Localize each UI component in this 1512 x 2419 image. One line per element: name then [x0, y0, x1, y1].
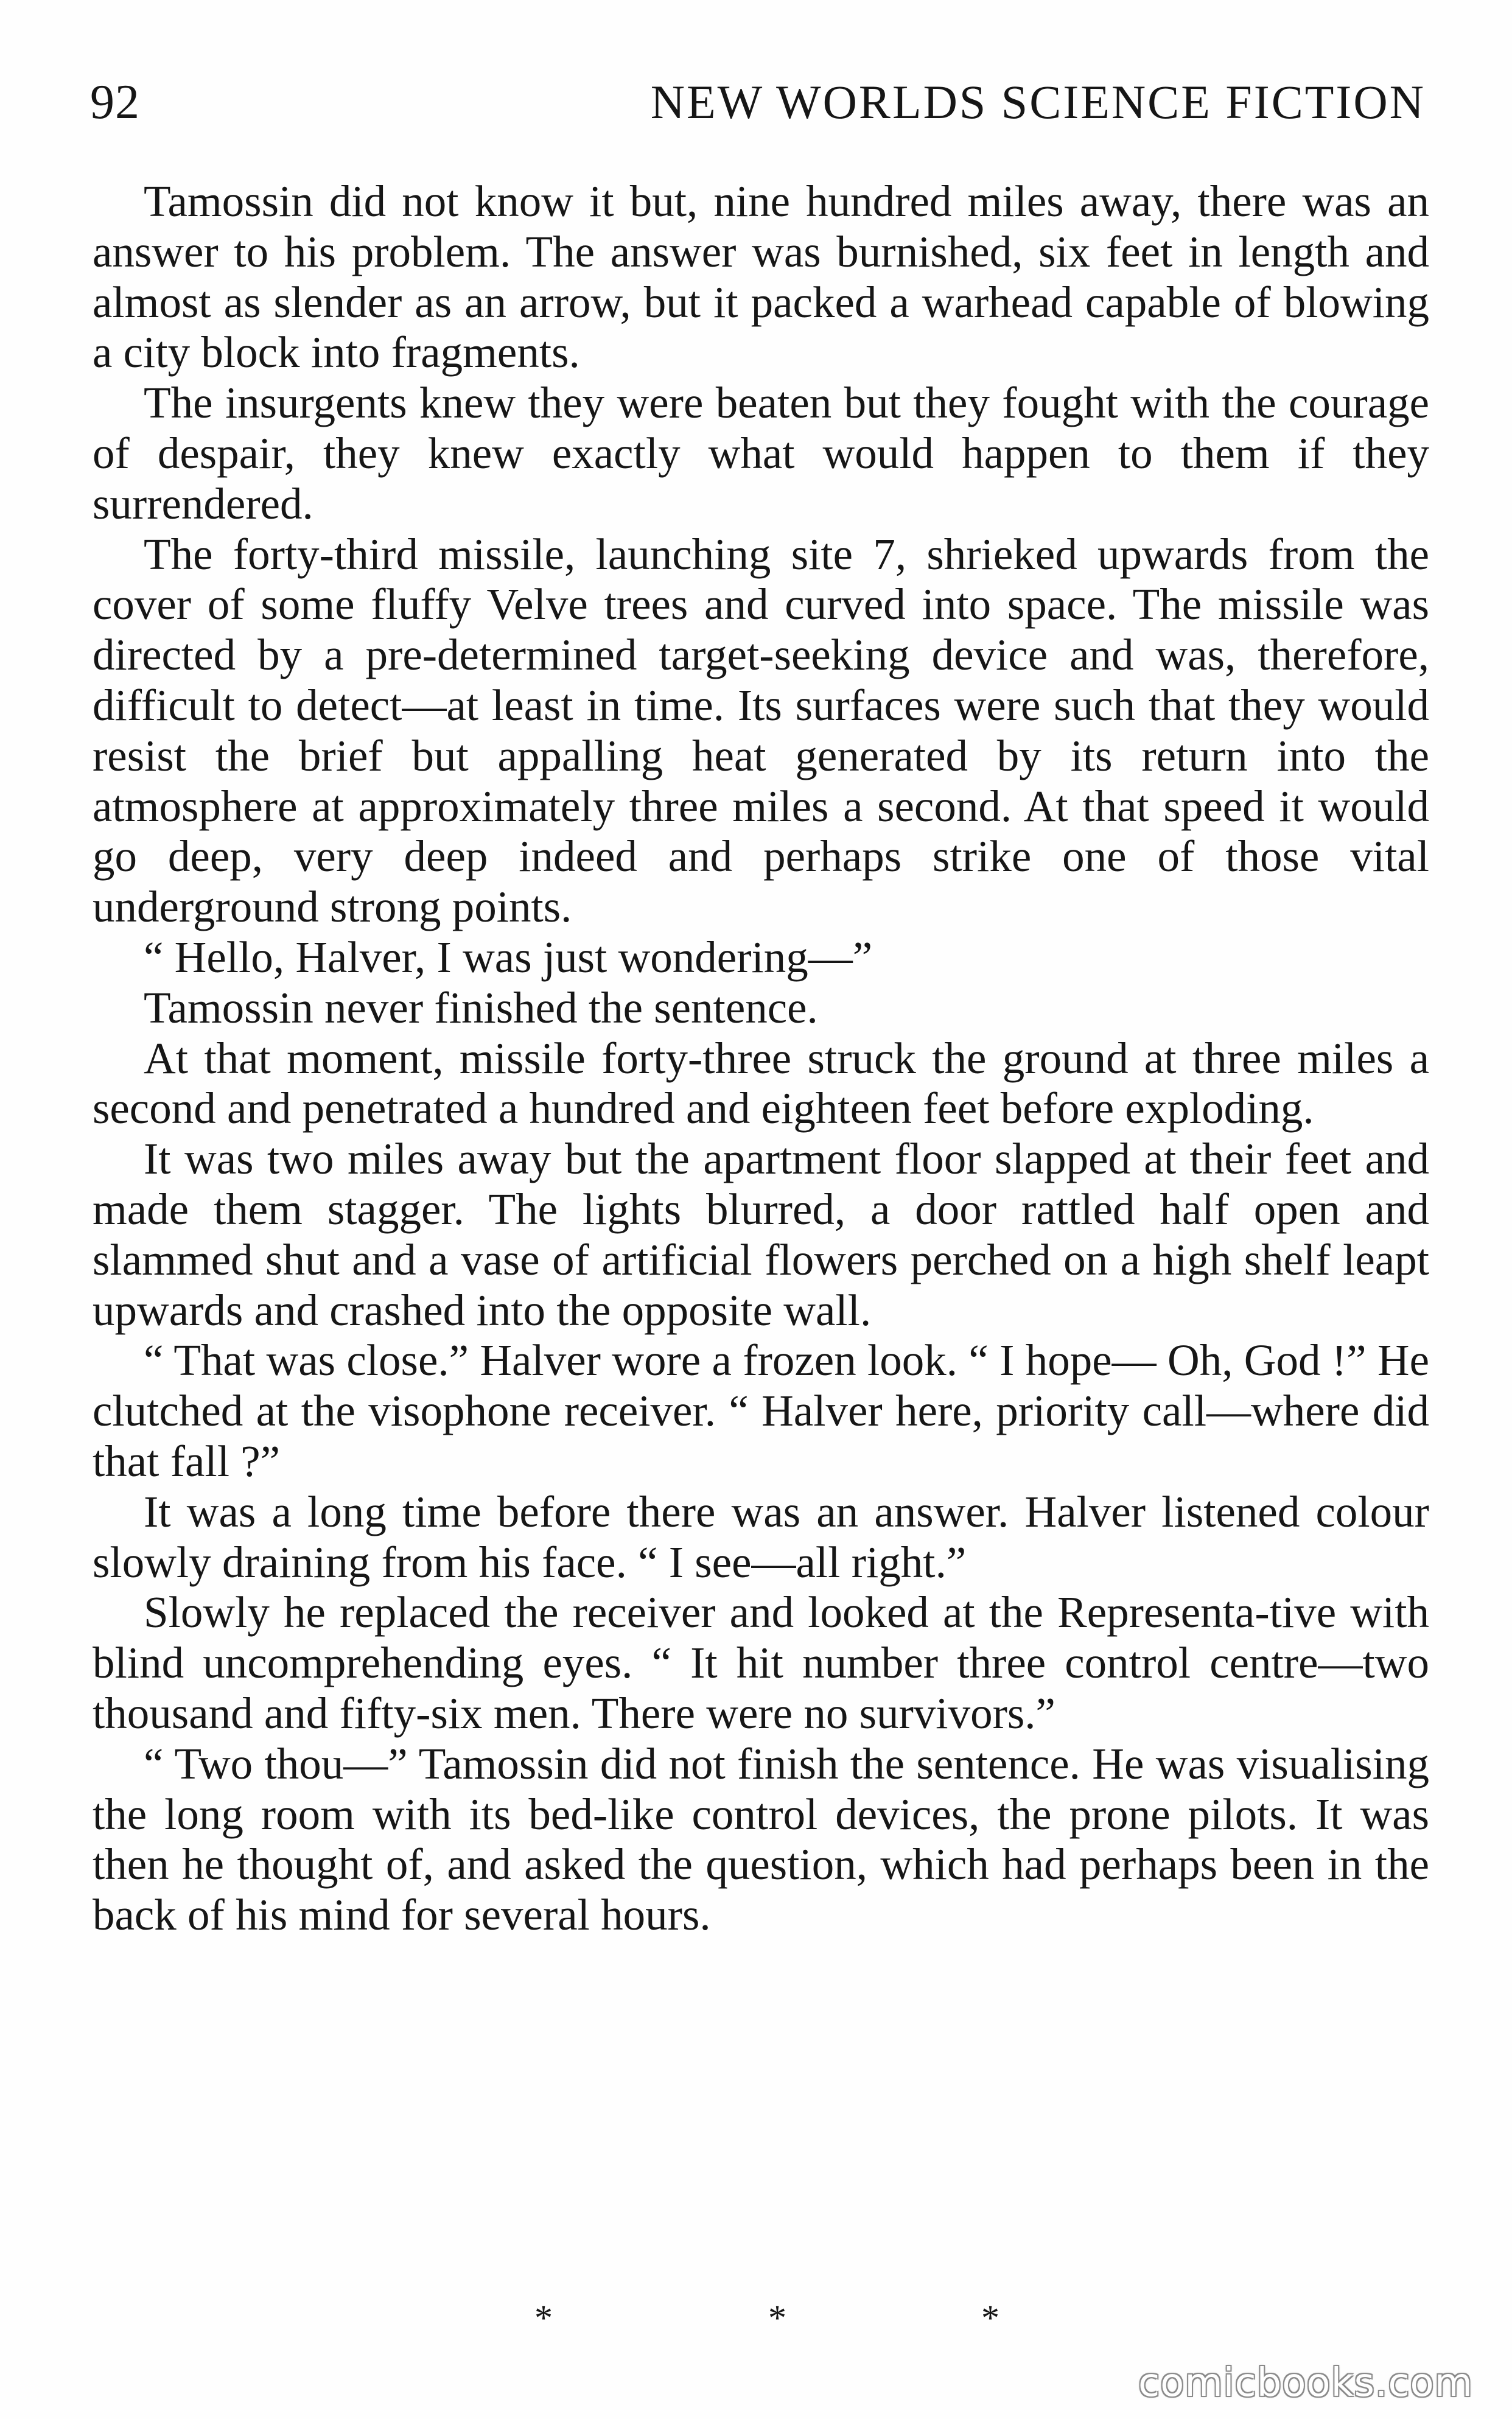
paragraph-3: The forty-third missile, launching site 7, shrieked upwards from the cover of some fluffy Velve trees and curved into space. The missile was directed by a pre-determined target-seeking device and was, therefore, difficult to detect—at least in time. Its surfaces were such that they would resist the brief but appalling heat generated by its return into the atmosphere at approximately three miles a second. At that speed it would go deep, very deep indeed and perhaps strike one of those vital underground strong points. [93, 529, 1429, 932]
paragraph-2: The insurgents knew they were beaten but they fought with the courage of despair, they knew exactly what would happen to them if they surrendered. [93, 378, 1429, 528]
site-watermark: comicbooks.com [1138, 2361, 1473, 2406]
paragraph-10: Slowly he replaced the receiver and looked at the Representa-tive with blind uncomprehending eyes. “ It hit number three control centre—two thousand and fifty-six men. There were no survivors.” [93, 1588, 1429, 1738]
section-break [0, 2300, 1512, 2348]
paragraph-6: At that moment, missile forty-three struck the ground at three miles a second and penetrated a hundred and eighteen feet before exploding. [93, 1033, 1429, 1133]
page-number: 92 [90, 75, 140, 129]
paragraph-4: “ Hello, Halver, I was just wondering—” [144, 932, 873, 982]
running-title: NEW WORLDS SCIENCE FICTION [650, 75, 1426, 128]
paragraph-9: It was a long time before there was an answer. Halver listened colour slowly draining from his face. “ I see—all right.” [93, 1486, 1429, 1587]
paragraph-11: “ Two thou—” Tamossin did not finish the sentence. He was visualising the long room with its bed-like control devices, the prone pilots. It was then he thought of, and asked the question, which had perhaps been in the back of his mind for several hours. [93, 1738, 1429, 1940]
section-break-asterisk: * [768, 2298, 786, 2338]
body-text [93, 177, 1429, 1941]
paragraph-8: “ That was close.” Halver wore a frozen look. “ I hope— Oh, God !” He clutched at the visophone receiver. “ Halver here, priority call—where did that fall ?” [93, 1336, 1429, 1486]
section-break-asterisk: * [981, 2298, 999, 2338]
page-header [90, 72, 1426, 139]
section-break-asterisk: * [534, 2298, 553, 2338]
paragraph-5: Tamossin never finished the sentence. [144, 982, 818, 1032]
paragraph-7: It was two miles away but the apartment floor slapped at their feet and made them stagger. The lights blurred, a door rattled half open and slammed shut and a vase of artificial flowers perched on a high shelf leapt upwards and crashed into the opposite wall. [93, 1134, 1429, 1335]
paragraph-1: Tamossin did not know it but, nine hundred miles away, there was an answer to his problem. The answer was burnished, six feet in length and almost as slender as an arrow, but it packed a warhead capable of blowing a city block into fragments. [93, 177, 1429, 377]
